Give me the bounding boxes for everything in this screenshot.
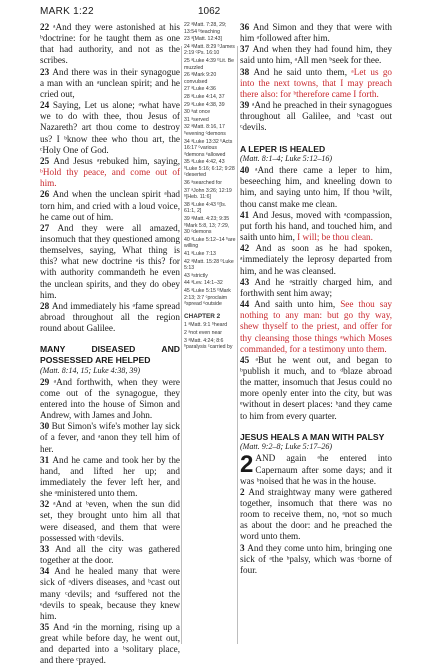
cross-reference-note: 32 ᵃMatt. 8:16, 17 ᵇevening ᶜdemons — [184, 124, 226, 137]
verse-number: 41 — [240, 209, 253, 220]
verse — [40, 100, 180, 156]
verse — [40, 189, 180, 222]
verse — [40, 544, 180, 566]
cross-reference-note: 40 ᵃLuke 5:12–14 ᵇare willing — [184, 236, 236, 250]
verse-text: And he healed many that were sick of ᵃdivers diseases, and ᵇcast out many ᶜdevils; and ᵈsuffered not the ᵉdevils to speak, because they knew him. — [40, 566, 181, 621]
verse-number: 27 — [40, 222, 58, 233]
verse-text: And saith unto him, — [254, 299, 341, 310]
verse-number: 33 — [40, 543, 56, 554]
cross-reference-note: 44 ᵃLev. 14:1–32 — [184, 280, 223, 287]
cross-reference-note: 34 ᵃLuke 13:32 ᵇActs 16:17 ᶜvarious ᵈdemons ᵉallowed — [184, 138, 233, 158]
running-reference: MARK 1:22 — [40, 6, 94, 17]
cross-reference-note: 41 ᵃLuke 7:13 — [184, 251, 216, 257]
verse-text: ᵃBut he went out, and began to ᵇpublish it much, and to ᵈblaze abroad the matter, insomuch that Jesus could no more openly enter into the city, but was ᵉwithout in desert places: ᵇand they came to him from every quarter. — [240, 354, 393, 421]
verse-text: And when the unclean spirit ᵃhad torn him, and cried with a loud voice, he came out of him. — [40, 189, 180, 222]
verse-number: 29 — [40, 376, 54, 387]
words-of-christ: I will; be thou clean. — [297, 232, 373, 243]
chapter-notes-label: CHAPTER 2 — [184, 312, 221, 320]
words-of-christ: See thou say nothing to any man: but go thy way, shew thyself to the priest, and offer for thy cleansing those things ᵃwhich Moses commanded, for a testimony unto them. — [240, 299, 392, 354]
cross-reference-note: 30 ᵃat once — [184, 109, 211, 116]
verse-number: 40 — [240, 165, 255, 176]
verse-number: 24 — [40, 100, 53, 111]
verse-text: And all the city was gathered together at the door. — [40, 543, 181, 566]
cross-reference-note: 23 ᵃ[Matt. 12:43] — [184, 36, 222, 43]
section-heading: JESUS HEALS A MAN WITH PALSY — [240, 431, 385, 442]
cross-reference-note: 39 ᵃMatt. 4:23; 9:35 ᵇMark 5:8, 13; 7:29, 30 ᶜdemons — [184, 216, 230, 236]
section-parallel-reference: (Matt. 9:2–8; Luke 5:17–26) — [240, 442, 332, 452]
verse-number: 28 — [40, 300, 52, 311]
section-parallel-reference: (Matt. 8:1–4; Luke 5:12–16) — [240, 154, 332, 164]
cross-reference-note: 24 ᵃMatt. 8:29 ᵇJames 2:19 ᶜPs. 16:10 — [184, 43, 235, 57]
verse — [40, 566, 180, 622]
verse — [240, 487, 392, 543]
cross-reference-note: 42 ᵃMatt. 15:28 ᵇLuke 5:13 — [184, 258, 234, 272]
verse-text: And when they had found him, they said unto him, ᵃAll men ᵇseek for thee. — [240, 44, 392, 66]
verse-text: And Simon and they that were with him ᵃfollowed after him. — [240, 22, 393, 44]
cross-reference-note: 29 ᵃLuke 4:38, 39 — [184, 101, 225, 108]
column-divider-right — [237, 46, 238, 644]
verse — [240, 44, 392, 66]
verse — [240, 100, 392, 133]
verse-text: ᵃAnd they were astonished at his ᵇdoctrine: for he taught them as one that had authority, and not as the scribes. — [40, 22, 180, 66]
cross-reference-note: 28 ᵃLuke 4:14, 37 — [184, 93, 225, 100]
cross-reference-note: 35 ᵃLuke 4:42, 43 ᵇLuke 5:16; 6:12; 9:28 ᶜdeserted — [184, 159, 235, 179]
chapter-number: 2 — [240, 451, 254, 479]
verse-number: 42 — [240, 243, 256, 254]
verse — [40, 223, 180, 301]
verse-number: 32 — [40, 499, 54, 510]
verse-number: 2 — [240, 486, 249, 497]
cross-reference-note: 43 ᵃstrictly — [184, 272, 208, 279]
cross-reference-column — [184, 22, 236, 352]
verse-number: 43 — [240, 276, 255, 287]
verse-number: 37 — [240, 44, 253, 55]
cross-reference-note: 3 ᵃMatt. 4:24; 8:6 ᵇparalysis ᶜcarried by — [184, 337, 233, 351]
verse-text: ᵃAnd at ᵇeven, when the sun did set, they brought unto him all that were diseased, and them that were possessed with ᶜdevils. — [40, 499, 181, 543]
verse — [40, 67, 180, 100]
verse-text: ᵃAnd forthwith, when they were come out of the synagogue, they entered into the house of Simon and Andrew, with James and John. — [40, 376, 180, 421]
verse — [40, 377, 180, 422]
verse — [40, 156, 180, 189]
verse-text: And he ᵃstraitly charged him, and forthwith sent him away; — [240, 276, 393, 298]
verse-text: And there was in their synagogue a man with an ᵃunclean spirit; and he cried out, — [40, 66, 181, 99]
verse-text: And straightway many were gathered together, insomuch that there was no room to receive them, no, ᵃnot so much as about the door: and he preached the word unto them. — [240, 486, 392, 542]
section-heading: A LEPER IS HEALED — [240, 143, 326, 154]
cross-reference-note: 26 ᵃMark 9:20 convulsed — [184, 72, 217, 85]
cross-reference-note: 45 ᵃLuke 5:15 ᵇMark 2:13; 3:7 ᶜproclaim ᵈspread ᵉoutside — [184, 287, 231, 308]
left-text-column — [40, 22, 180, 667]
verse-text: And he said unto them, — [253, 66, 352, 77]
verse-number: 22 — [40, 22, 53, 32]
verse-number: 23 — [40, 66, 53, 77]
verse-number: 26 — [40, 189, 53, 200]
verse — [240, 543, 392, 576]
column-divider-left — [181, 46, 182, 644]
cross-reference-note: 22 ᵃMatt. 7:28, 29; 13:54 ᵇteaching — [184, 22, 227, 35]
verse — [40, 622, 180, 667]
cross-reference-note: 25 ᵃLuke 4:39 ᵇLit. Be muzzled — [184, 57, 235, 71]
right-text-column — [240, 22, 392, 576]
section-heading: MANY DISEASED AND POSSESSED ARE HELPED — [40, 344, 180, 365]
cross-reference-note: 1 ᵃMatt. 9:1 ᵇheard — [184, 322, 228, 329]
verse — [240, 277, 392, 299]
verse-text: And Jesus ᵃrebuked him, saying, — [53, 155, 180, 166]
cross-reference-note: 31 ᵃserved — [184, 116, 209, 123]
verse-text: And he came and took her by the hand, and lifted her up; and immediately the fever left her, and she ᵃministered unto them. — [40, 454, 180, 499]
verse-text: ᵃAnd there came a leper to him, beseeching him, and kneeling down to him, and saying unto him, If thou ᵇwilt, thou canst make me clean. — [240, 165, 392, 209]
verse — [40, 421, 180, 454]
cross-reference-note: 36 ᵃsearched for — [184, 180, 222, 187]
verse — [240, 22, 392, 44]
cross-reference-note: 27 ᵃLuke 4:36 — [184, 86, 216, 93]
verse-text: And ᵃin the morning, rising up a great while before day, he went out, and departed into a ᵇsolitary place, and there ᶜprayed. — [40, 622, 180, 666]
verse — [40, 22, 180, 67]
verse — [240, 299, 392, 355]
chapter-opening-verse — [240, 453, 392, 486]
verse-number: 34 — [40, 566, 55, 577]
verse — [240, 165, 392, 210]
verse-number: 30 — [40, 421, 52, 432]
page-header — [0, 0, 427, 22]
verse — [40, 455, 180, 500]
verse-number: 36 — [240, 22, 253, 32]
verse — [240, 243, 392, 276]
verse-text: But Simon's wife's mother lay sick of a fever, and ᵃanon they tell him of her. — [40, 421, 180, 454]
verse-text: And they come unto him, bringing one sick of ᵃthe ᵇpalsy, which was ᶜborne of four. — [240, 542, 393, 575]
verse — [40, 301, 180, 334]
words-of-christ: ᵇHold thy peace, and come out of him. — [40, 167, 180, 189]
cross-reference-note: 37 ᵃJohn 3:26; 12:19 ᵇ[Heb. 11:6] — [184, 187, 232, 201]
words-of-christ: ᵃLet us go into the next towns, that I may preach there also: for ᵇtherefore came I forth. — [240, 66, 393, 99]
verse-number: 45 — [240, 354, 256, 365]
verse-text: And as soon as he had spoken, ᵃimmediately the leprosy departed from him, and he was cleansed. — [240, 243, 392, 276]
verse-text: And Jesus, moved with ᵃcompassion, put forth his hand, and touched him, and saith unto him, — [240, 209, 393, 243]
verse-number: 39 — [240, 100, 252, 111]
verse-number: 35 — [40, 622, 53, 632]
cross-reference-note: 2 ᵃnot even near — [184, 329, 222, 336]
section-parallel-reference: (Matt. 8:14, 15; Luke 4:38, 39) — [40, 365, 140, 375]
verse-text: And immediately his ᵃfame spread abroad throughout all the region round about Galilee. — [40, 300, 180, 334]
verse-number: 44 — [240, 299, 255, 310]
cross-reference-note: 38 ᵃLuke 4:43 ᵇ[Is. 61:1, 2] — [184, 201, 227, 215]
verse — [240, 355, 392, 422]
verse-number: 38 — [240, 66, 254, 77]
verse — [40, 499, 180, 544]
verse-text: And they were all amazed, insomuch that they questioned among themselves, saying, What thing is this? what new doctrine ᵃis this? for with authority commandeth he even the unclean spirits, and they do obey him. — [40, 222, 180, 300]
page-number: 1062 — [198, 6, 221, 17]
verse-text: Saying, Let us alone; ᵃwhat have we to do with thee, thou Jesus of Nazareth? art thou come to destroy us? I ᵇknow thee who thou art, the ᶜHoly One of God. — [40, 100, 180, 155]
verse-text: AND again ᵃhe entered into Capernaum after some days; and it was ᵇnoised that he was in the house. — [240, 453, 392, 486]
verse-text: ᵃAnd he preached in their synagogues throughout all Galilee, and ᵇcast out ᶜdevils. — [240, 100, 393, 133]
verse — [240, 210, 392, 243]
verse-number: 3 — [240, 542, 248, 553]
verse — [240, 67, 392, 100]
verse-number: 25 — [40, 155, 54, 166]
verse-number: 31 — [40, 454, 53, 465]
